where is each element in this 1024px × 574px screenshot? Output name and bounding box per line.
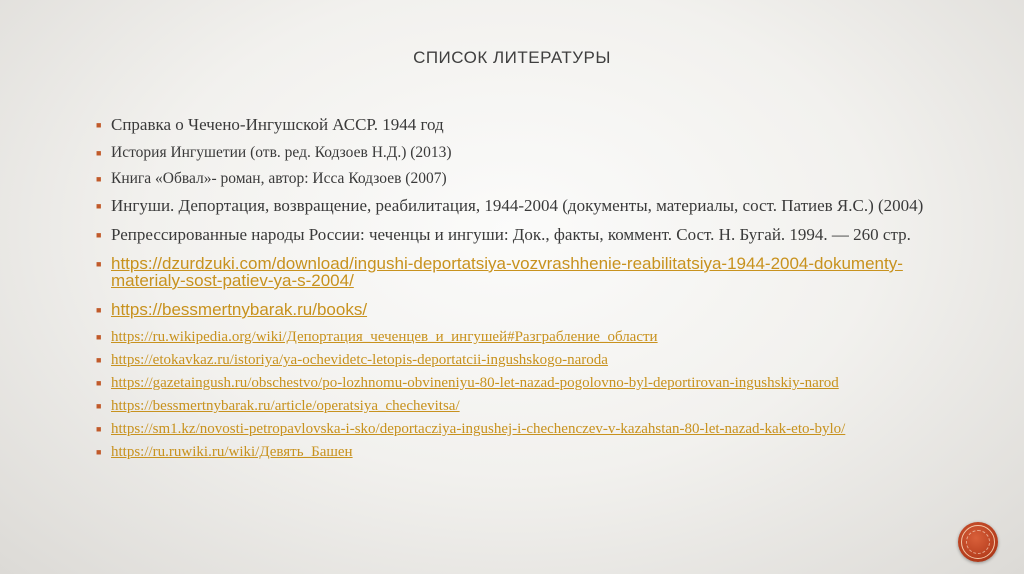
- list-item: [96, 171, 926, 187]
- list-item: [96, 301, 926, 318]
- square-bullet-icon: ■: [96, 259, 102, 269]
- square-bullet-icon: ■: [96, 174, 102, 184]
- reference-link[interactable]: https://gazetaingush.ru/obschestvo/po-lozhnomu-obvineniyu-80-let-nazad-pogolovno-byl-deportirovan-ingushskiy-narod: [111, 375, 839, 391]
- list-item: [96, 353, 926, 367]
- reference-link[interactable]: https://dzurdzuki.com/download/ingushi-deportatsiya-vozvrashhenie-reabilitatsiya-1944-2004-dokumenty-materialy-sost-patiev-ya-s-2004/: [111, 254, 903, 290]
- list-item: [96, 422, 926, 436]
- square-bullet-icon: ■: [96, 424, 102, 434]
- list-item: [96, 376, 926, 390]
- slide-logo-icon: [958, 522, 998, 562]
- square-bullet-icon: ■: [96, 305, 102, 315]
- reference-link[interactable]: https://ru.ruwiki.ru/wiki/Девять_Башен: [111, 444, 353, 460]
- reference-text: Книга «Обвал»- роман, автор: Исса Кодзоев (2007): [111, 170, 447, 187]
- reference-list: [96, 116, 926, 468]
- square-bullet-icon: ■: [96, 332, 102, 342]
- reference-text: Ингуши. Депортация, возвращение, реабилитация, 1944-2004 (документы, материалы, сост. Патиев Я.С.) (2004): [111, 196, 924, 215]
- reference-text: Репрессированные народы России: чеченцы и ингуши: Док., факты, коммент. Сост. Н. Бугай. 1994. — 260 стр.: [111, 225, 911, 244]
- reference-text: История Ингушетии (отв. ред. Кодзоев Н.Д.) (2013): [111, 144, 452, 161]
- square-bullet-icon: ■: [96, 401, 102, 411]
- square-bullet-icon: ■: [96, 148, 102, 158]
- square-bullet-icon: ■: [96, 355, 102, 365]
- square-bullet-icon: ■: [96, 201, 102, 211]
- reference-link[interactable]: https://bessmertnybarak.ru/article/operatsiya_chechevitsa/: [111, 398, 460, 414]
- list-item: [96, 330, 926, 344]
- list-item: [96, 226, 926, 243]
- list-item: [96, 255, 926, 289]
- reference-link[interactable]: https://ru.wikipedia.org/wiki/Депортация_чеченцев_и_ингушей#Разграбление_области: [111, 329, 658, 345]
- logo-inner-ring: [966, 530, 990, 554]
- list-item: [96, 116, 926, 133]
- square-bullet-icon: ■: [96, 447, 102, 457]
- list-item: [96, 399, 926, 413]
- square-bullet-icon: ■: [96, 378, 102, 388]
- page-title: СПИСОК ЛИТЕРАТУРЫ: [413, 48, 611, 67]
- list-item: [96, 197, 926, 214]
- list-item: [96, 145, 926, 161]
- square-bullet-icon: ■: [96, 230, 102, 240]
- reference-link[interactable]: https://bessmertnybarak.ru/books/: [111, 300, 368, 319]
- reference-link[interactable]: https://etokavkaz.ru/istoriya/ya-ochevidetc-letopis-deportatcii-ingushskogo-naroda: [111, 352, 608, 368]
- list-item: [96, 445, 926, 459]
- square-bullet-icon: ■: [96, 120, 102, 130]
- reference-link[interactable]: https://sm1.kz/novosti-petropavlovska-i-sko/deportacziya-ingushej-i-chechenczev-v-kazahstan-80-let-nazad-kak-eto-bylo/: [111, 421, 846, 437]
- reference-text: Справка о Чечено-Ингушской АССР. 1944 год: [111, 115, 444, 134]
